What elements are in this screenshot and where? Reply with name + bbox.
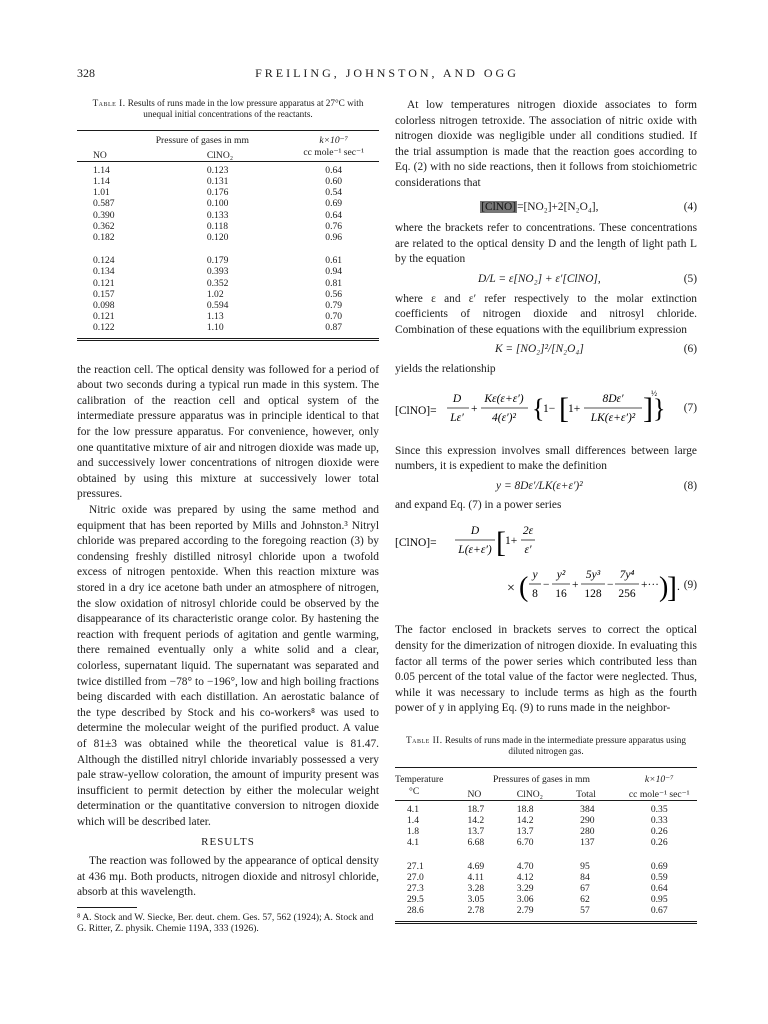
table2-group2	[395, 858, 697, 917]
table-cell: 6.68	[467, 837, 485, 849]
table-cell: 6.70	[516, 837, 534, 849]
table2-k-header: k×10⁻⁷	[644, 774, 674, 786]
equation-7-number: (7)	[683, 401, 697, 414]
eq7-brace-open: {	[532, 393, 545, 423]
table-cell: 0.69	[325, 198, 343, 210]
table-cell: 0.67	[650, 905, 668, 917]
equation-5-number: (5)	[683, 272, 697, 285]
table-spacer	[116, 252, 205, 266]
left-paragraph-3: The reaction was followed by the appearance of optical density at 436 mμ. Both products, nitrogen dioxide and nitrosyl chloride, absorb at this wavelength.	[77, 855, 379, 899]
table-cell: 4.11	[467, 871, 484, 883]
table-cell: 0.33	[650, 815, 668, 827]
equation-4	[395, 200, 697, 216]
eq9-s2-num: y²	[556, 568, 566, 581]
table-cell: 0.64	[325, 164, 343, 176]
table-row	[77, 221, 379, 232]
eq7-f3-num: 8Dε′	[602, 392, 624, 405]
equation-6-body: K = [NO₂]²/[N₂O₄]	[494, 343, 584, 356]
eq9-minus-1: −	[543, 578, 550, 591]
table1-caption-text: Results of runs made in the low pressure apparatus at 27°C with unequal initial concentrations of the reactants.	[127, 98, 364, 120]
table-cell: 0.587	[93, 198, 115, 210]
eq9-paren-open: (	[519, 571, 529, 603]
equation-5-body: D/L = ε[NO₂] + ε′[ClNO],	[478, 272, 601, 285]
table-cell: 0.118	[206, 220, 229, 232]
table-row	[395, 815, 697, 826]
right-paragraph-4: yields the relationship	[395, 362, 496, 375]
equation-4-rest: =[NO₂]+2[N₂O₄],	[517, 200, 599, 213]
table-row	[77, 322, 379, 333]
eq7-one-minus: 1−	[543, 402, 556, 415]
table-cell: 13.7	[516, 826, 534, 838]
eq7-lhs: [ClNO]=	[395, 404, 437, 417]
table-cell: 0.179	[206, 255, 229, 267]
table-cell: 0.79	[325, 300, 343, 312]
table-cell: 84	[580, 871, 590, 883]
table1-col-no: NO	[93, 149, 107, 161]
table-row	[395, 872, 697, 883]
equation-9-number: (9)	[683, 578, 697, 591]
equation-4-highlight: [ClNO]	[481, 200, 517, 213]
eq9-s1-num: y	[532, 568, 538, 581]
table-spacer	[116, 289, 205, 300]
table2	[395, 767, 697, 923]
page-header	[77, 66, 697, 82]
table-cell: 2.78	[467, 905, 485, 917]
equation-8-number: (8)	[683, 479, 697, 492]
eq7-f2-den: 4(ε′)²	[492, 411, 516, 424]
table1-caption-label: Table I.	[92, 98, 126, 108]
table2-col-temp-unit: °C	[409, 785, 420, 797]
running-title: FREILING, JOHNSTON, AND OGG	[255, 66, 519, 80]
eq9-s4-num: 7y⁴	[619, 568, 635, 581]
table-cell: 0.393	[206, 266, 229, 278]
table-spacer	[116, 232, 205, 243]
eq9-minus-2: −	[607, 578, 614, 591]
table-cell: 0.123	[206, 164, 229, 176]
table-cell: 27.3	[407, 883, 424, 895]
table2-caption-text: Results of runs made in the intermediate pressure apparatus using diluted nitrogen gas.	[444, 735, 686, 757]
eq7-f3-den: LK(ε+ε′)²	[590, 411, 636, 424]
table-cell: 18.7	[467, 803, 485, 815]
table-row	[77, 252, 379, 266]
table1-caption	[77, 98, 379, 120]
eq7-one-plus: 1+	[568, 402, 581, 415]
left-paragraph-2: Nitric oxide was prepared by using the same method and equipment that has been reported by Mills and Johnston.³ Nitryl chloride was prepared according to the foregoing reaction (3) by condensing freshly distilled nitrosyl chloride upon a twofold excess of nitrogen pentoxide. When this reaction mixture was stored in a dry ice acetone bath under an atmosphere of nitrogen, the slow oxidation of nitrosyl chloride could be observed by the disappearance of its characteristic orange color. By hastening the reaction with frequent periods of agitation and gentle warming, there remained eventually only a white solid and a clear, colorless, supernatant liquid. The supernatant was separated and twice distilled from −78° to −196°, low and high boiling fractions being discarded with each distillation. An aerostatic balance of the type described by Stock and his co-workers⁸ was used to determine the molecular weight of the purified product. A value of 81±3 was obtained while the theoretical value is 81.47. Although the distilled nitryl chloride invariably possessed a very pale straw-yellow coloration, the amount of impurity present was insufficient to permit detection by either the molecular weight determination or the quantitative conversion to nitrogen dioxide which will be described later.	[77, 504, 379, 828]
eq7-plus: +	[471, 402, 478, 415]
table2-group1	[395, 800, 697, 848]
table-cell: 0.95	[650, 894, 668, 906]
right-paragraph-2: where the brackets refer to concentrations. These concentrations are related to the optical density D and the length of light path L by the equation	[395, 222, 697, 266]
table2-col-temp: Temperature	[395, 774, 444, 786]
eq9-bracket-close: ]	[667, 570, 677, 604]
table-cell: 0.594	[206, 300, 229, 312]
table-row	[395, 800, 697, 815]
table1-group-header: Pressure of gases in mm	[155, 135, 249, 147]
table-cell: 3.05	[467, 894, 485, 906]
table-cell: 0.87	[325, 322, 343, 334]
table-cell: 4.70	[516, 860, 534, 872]
table-cell: 4.1	[407, 803, 419, 815]
eq9-f1-num: D	[470, 524, 480, 537]
table-cell: 1.14	[93, 176, 110, 188]
eq7-f1-num: D	[452, 392, 462, 405]
page-number: 328	[77, 66, 95, 80]
table1-col-clno: ClNO₂	[206, 149, 234, 161]
table-cell: 0.121	[93, 311, 115, 323]
table-cell: 280	[580, 826, 595, 838]
equation-8	[395, 479, 697, 495]
eq7-bracket-close: ]	[643, 391, 653, 425]
table-cell: 1.13	[206, 311, 224, 323]
table2-caption	[395, 735, 697, 757]
table-row	[77, 278, 379, 289]
table-cell: 0.94	[325, 266, 343, 278]
left-paragraph-1: the reaction cell. The optical density was followed for a period of about two seconds during a typical run made in this system. The calibration of the reaction cell and optical system of the intermediate pressure apparatus was in principle identical to that for the low pressure apparatus. For convenience, however, only one quantitative mixture of air and nitrogen dioxide was made up, and successively lower concentrations of nitrogen dioxide were obtained by using this mixture at successively lower total pressures.	[77, 363, 379, 501]
table-cell: 0.76	[325, 220, 343, 232]
table-row	[395, 858, 697, 872]
table-cell: 3.28	[467, 883, 485, 895]
table-cell: 137	[580, 837, 595, 849]
right-paragraph-5: Since this expression involves small differences between large numbers, it is expedient to make the definition	[395, 444, 697, 473]
table-cell: 13.7	[467, 826, 485, 838]
eq9-s2-den: 16	[555, 587, 567, 600]
table1-group2	[77, 252, 379, 333]
table2-caption-label: Table II.	[406, 735, 443, 746]
table-cell: 4.12	[516, 871, 534, 883]
table-cell: 18.8	[516, 803, 534, 815]
table-cell: 1.10	[206, 322, 224, 334]
table-cell: 1.01	[93, 187, 110, 199]
table-cell: 0.59	[650, 871, 668, 883]
table-row	[77, 266, 379, 277]
table-cell: 1.8	[407, 826, 419, 838]
table-row	[77, 176, 379, 187]
eq7-f1-den: Lε′	[450, 411, 464, 424]
table-row	[395, 837, 697, 848]
table-cell: 0.81	[325, 277, 343, 289]
eq9-lhs: [ClNO]=	[395, 536, 437, 549]
table-cell: 0.098	[93, 300, 115, 312]
table-cell: 0.157	[93, 288, 115, 300]
table-cell: 4.1	[407, 837, 419, 849]
table-spacer	[116, 300, 205, 311]
table-row	[77, 210, 379, 221]
table-cell: 0.120	[206, 232, 229, 244]
table-cell: 0.64	[325, 209, 343, 221]
table-row	[395, 883, 697, 894]
right-paragraph-6: and expand Eq. (7) in a power series	[395, 499, 562, 512]
eq9-f1-den: L(ε+ε′)	[458, 543, 492, 556]
equation-8-body: y = 8Dε′/LK(ε+ε′)²	[496, 479, 583, 492]
table-row	[77, 289, 379, 300]
table-cell: 57	[580, 905, 590, 917]
table-cell: 1.14	[93, 164, 110, 176]
table-cell: 0.352	[206, 277, 229, 289]
table-cell: 95	[580, 860, 590, 872]
table-cell: 62	[580, 894, 590, 906]
table-spacer	[116, 278, 205, 289]
table2-col-total: Total	[576, 788, 596, 800]
footnote-8: ⁸ A. Stock and W. Siecke, Ber. deut. chem. Ges. 57, 562 (1924); A. Stock and G. Ritter, Z. physik. Chemie 119A, 333 (1926).	[77, 907, 379, 934]
table-cell: 290	[580, 815, 595, 827]
table-row	[395, 894, 697, 905]
table-cell: 0.26	[650, 826, 668, 838]
table-spacer	[116, 266, 205, 277]
right-paragraph-1: At low temperatures nitrogen dioxide associates to form colorless nitrogen tetroxide. The association of nitric oxide with nitrogen dioxide was negligible under all conditions studied. If the trial assumption is made that the reaction goes according to Eq. (2) with no side reactions, then it follows from stoichiometric considerations that	[395, 99, 697, 189]
table2-col-clno: ClNO₂	[516, 788, 544, 800]
table-spacer	[116, 187, 205, 198]
eq9-s4-den: 256	[618, 587, 636, 600]
table-spacer	[116, 311, 205, 322]
eq9-dots: +···	[641, 578, 659, 591]
eq7-brace-close: }	[653, 393, 666, 423]
table-row	[77, 161, 379, 176]
table-cell: 14.2	[516, 815, 534, 827]
table-cell: 27.1	[407, 860, 424, 872]
table2-col-k-units: cc mole⁻¹ sec⁻¹	[628, 788, 690, 800]
table-cell: 0.64	[650, 883, 668, 895]
table-cell: 1.02	[206, 288, 224, 300]
table-cell: 0.182	[93, 232, 115, 244]
table-spacer	[116, 221, 205, 232]
equation-7-svg	[395, 384, 666, 434]
table-cell: 0.134	[93, 266, 115, 278]
equation-4-number: (4)	[683, 200, 697, 213]
table-cell: 27.0	[407, 871, 424, 883]
table1-k-header: k×10⁻⁷	[319, 135, 349, 147]
table-cell: 0.26	[650, 837, 668, 849]
table-row	[77, 311, 379, 322]
eq7-bracket-open: [	[559, 391, 569, 425]
eq9-plus-1: +	[572, 578, 579, 591]
results-heading: RESULTS	[201, 836, 255, 849]
table2-col-no: NO	[467, 788, 482, 800]
table-spacer	[116, 210, 205, 221]
table-cell: 14.2	[467, 815, 485, 827]
table-cell: 0.96	[325, 232, 343, 244]
equation-6	[395, 342, 697, 358]
table-cell: 0.124	[93, 255, 115, 267]
table-cell: 0.56	[325, 288, 343, 300]
eq9-times: ×	[507, 580, 515, 596]
right-paragraph-3: where ε and ε′ refer respectively to the molar extinction coefficients of nitrogen dioxide and nitrosyl chloride. Combination of these equations with the equilibrium expression	[395, 292, 697, 336]
table-cell: 384	[580, 803, 595, 815]
table-cell: 0.69	[650, 860, 668, 872]
table-cell: 0.133	[206, 209, 229, 221]
equation-9	[395, 520, 697, 614]
eq9-s3-den: 128	[584, 587, 602, 600]
table-spacer	[116, 198, 205, 209]
table-cell: 0.122	[93, 322, 115, 334]
table-row	[77, 300, 379, 311]
eq9-f2-num: 2ε	[522, 524, 534, 537]
table-row	[77, 198, 379, 209]
eq9-paren-close: )	[659, 571, 669, 603]
table-cell: 0.70	[325, 311, 343, 323]
table-row	[77, 232, 379, 243]
table-cell: 0.176	[206, 187, 229, 199]
eq9-period: .	[677, 580, 680, 593]
table-spacer	[116, 322, 205, 333]
table-cell: 28.6	[407, 905, 424, 917]
table-cell: 3.29	[516, 883, 534, 895]
table-cell: 0.61	[325, 255, 343, 267]
table-cell: 4.69	[467, 860, 485, 872]
table1-col-k-units: cc mole⁻¹ sec⁻¹	[303, 146, 365, 158]
right-paragraph-7: The factor enclosed in brackets serves to correct the optical density for the dimerization of nitrogen dioxide. In evaluating this factor all terms of the power series which contributed less than 0.05 percent of the total value of the factor were neglected. Thus, while it was necessary to include terms as high as the fourth power of y in applying Eq. (9) to runs made in the neighbor-	[395, 624, 697, 715]
equation-7	[395, 384, 697, 434]
table2-group-header: Pressures of gases in mm	[492, 774, 590, 786]
table-cell: 1.4	[407, 815, 419, 827]
right-column	[395, 98, 697, 924]
table-cell: 0.121	[93, 277, 115, 289]
table-cell: 0.35	[650, 803, 668, 815]
table-cell: 0.54	[325, 187, 343, 199]
table-cell: 3.06	[516, 894, 534, 906]
table-cell: 2.79	[516, 905, 534, 917]
table-row	[395, 905, 697, 916]
table-cell: 29.5	[407, 894, 424, 906]
eq9-s1-den: 8	[532, 587, 538, 600]
eq9-bracket-open: [	[496, 525, 506, 559]
eq7-f2-num: Kε(ε+ε′)	[484, 392, 524, 405]
table-cell: 0.131	[206, 176, 229, 188]
eq9-f2-den: ε′	[524, 543, 532, 556]
table1-group1	[77, 161, 379, 243]
eq7-exponent: ½	[651, 388, 657, 398]
table-cell: 67	[580, 883, 590, 895]
table-row	[395, 826, 697, 837]
table1	[77, 130, 379, 340]
equation-9-svg	[395, 520, 697, 608]
table-cell: 0.390	[93, 209, 115, 221]
table-cell: 0.100	[206, 198, 229, 210]
equation-5	[395, 272, 697, 288]
left-column	[77, 98, 379, 934]
eq9-one-plus: 1+	[505, 534, 518, 547]
table-cell: 0.362	[93, 220, 115, 232]
table-spacer	[116, 176, 205, 187]
table-cell: 0.60	[325, 176, 343, 188]
equation-6-number: (6)	[683, 343, 697, 356]
table1-spacer	[116, 147, 205, 162]
eq9-s3-num: 5y³	[585, 568, 601, 581]
table-spacer	[116, 161, 205, 176]
table-row	[77, 187, 379, 198]
